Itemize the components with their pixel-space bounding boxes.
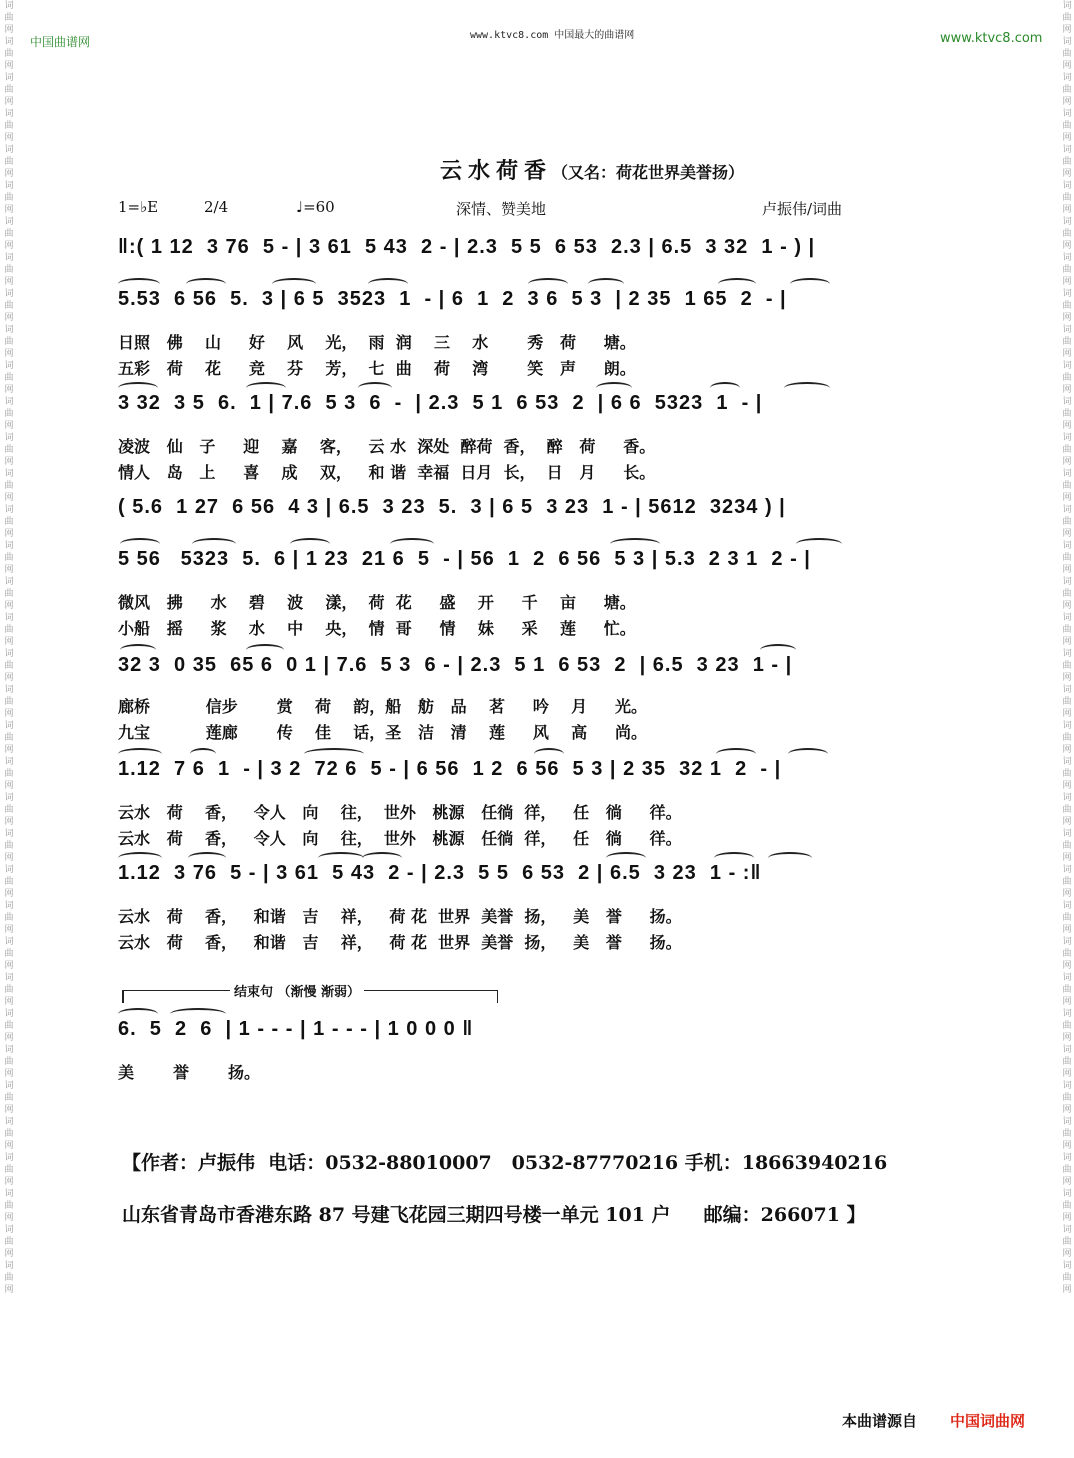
ending-label: 结束句 （渐慢 渐弱） <box>230 981 364 1000</box>
slur-mark <box>120 644 156 656</box>
slur-mark <box>192 538 236 550</box>
contact-line-2: 山东省青岛市香港东路 87 号建飞花园三期四号楼一单元 101 户 邮编：266071 】 <box>122 1204 866 1226</box>
notation-line: 3 32 3 5 6. 1 | 7.6 5 3 6 - | 2.3 5 1 6 53 2 | 6 6 5323 1 - | <box>118 392 763 414</box>
header-center-text: www.ktvc8.com 中国最大的曲谱网 <box>470 30 635 41</box>
song-title: 云水荷香 <box>440 159 553 184</box>
slur-mark <box>190 748 216 760</box>
lyric-line: 云水 荷 香， 令人 向 往， 世外 桃源 任徜 徉， 任 徜 徉。 <box>118 829 682 848</box>
notation-line: ‖:( 1 12 3 76 5 - | 3 61 5 43 2 - | 2.3 5 5 6 53 2.3 | 6.5 3 32 1 - ) | <box>118 236 816 258</box>
lyric-line: 廊桥 信步 赏 荷 韵，船 舫 品 茗 吟 月 光。 <box>118 697 647 716</box>
slur-mark <box>588 278 624 290</box>
lyric-line: 九宝 莲廊 传 佳 话，圣 洁 清 莲 风 高 尚。 <box>118 723 647 742</box>
lyric-line: 云水 荷 香， 和谐 吉 祥， 荷 花 世界 美誉 扬， 美 誉 扬。 <box>118 933 682 952</box>
slur-mark <box>710 382 740 394</box>
notation-line: 1.12 3 76 5 - | 3 61 5 43 2 - | 2.3 5 5 6 53 2 | 6.5 3 23 1 - :‖ <box>118 862 762 884</box>
time-signature: 2/4 <box>204 198 229 216</box>
lyric-line: 小船 摇 浆 水 中 央， 情 哥 情 妹 采 莲 忙。 <box>118 619 636 638</box>
slur-mark <box>118 382 158 394</box>
side-watermark-left: 词曲网词曲网词曲网词曲网词曲网词曲网词曲网词曲网词曲网词曲网词曲网词曲网词曲网词曲网词曲网词曲网词曲网词曲网词曲网词曲网词曲网词曲网词曲网词曲网词曲网词曲网词曲网词曲网词曲网词曲网词曲网词曲网词曲网词曲网词曲网词曲网 <box>4 1 14 1295</box>
lyric-line: 微风 拂 水 碧 波 漾， 荷 花 盛 开 千 亩 塘。 <box>118 593 636 612</box>
notation-line: 1.12 7 6 1 - | 3 2 72 6 5 - | 6 56 1 2 6 56 5 3 | 2 35 32 1 2 - | <box>118 758 782 780</box>
notation-line: ( 5.6 1 27 6 56 4 3 | 6.5 3 23 5. 3 | 6 5 3 23 1 - | 5612 3234 ) | <box>118 496 786 518</box>
key-signature: 1=♭E <box>118 198 159 216</box>
slur-mark <box>170 1008 226 1020</box>
lyric-line: 情人 岛 上 喜 成 双， 和 谐 幸福 日月 长， 日 月 长。 <box>118 463 656 482</box>
slur-mark <box>718 278 756 290</box>
song-title-block <box>440 154 744 185</box>
expression-marking: 深情、赞美地 <box>456 200 547 218</box>
slur-mark <box>368 278 408 290</box>
slur-mark <box>318 852 364 864</box>
slur-mark <box>768 852 812 864</box>
lyric-line: 云水 荷 香， 和谐 吉 祥， 荷 花 世界 美誉 扬， 美 誉 扬。 <box>118 907 682 926</box>
slur-mark <box>290 538 330 550</box>
notation-line: 5 56 5323 5. 6 | 1 23 21 6 5 - | 56 1 2 6 56 5 3 | 5.3 2 3 1 2 - | <box>118 548 811 570</box>
slur-mark <box>760 644 796 656</box>
footer-source-label: 本曲谱源自 <box>842 1412 918 1430</box>
slur-mark <box>118 748 162 760</box>
slur-mark <box>796 538 842 550</box>
ending-notes: 6. 5 2 6 | 1 - - - | 1 - - - | 1 0 0 0 ‖ <box>118 1018 474 1040</box>
header-site-left[interactable]: 中国曲谱网 <box>30 35 91 49</box>
slur-mark <box>716 748 756 760</box>
lyric-line: 云水 荷 香， 令人 向 往， 世外 桃源 任徜 徉， 任 徜 徉。 <box>118 803 682 822</box>
tempo-marking: ♩=60 <box>296 198 335 216</box>
footer-site-link[interactable]: 中国词曲网 <box>950 1412 1026 1430</box>
slur-mark <box>186 278 226 290</box>
slur-mark <box>790 278 830 290</box>
slur-mark <box>362 852 402 864</box>
slur-mark <box>788 748 828 760</box>
lyric-line: 日照 佛 山 好 风 光， 雨 润 三 水 秀 荷 塘。 <box>118 333 636 352</box>
slur-mark <box>534 748 564 760</box>
slur-mark <box>390 538 434 550</box>
notation-line: 32 3 0 35 65 6 0 1 | 7.6 5 3 6 - | 2.3 5 1 6 53 2 | 6.5 3 23 1 - | <box>118 654 793 676</box>
lyric-line: 凌波 仙 子 迎 嘉 客， 云 水 深处 醉荷 香， 醉 荷 香。 <box>118 437 656 456</box>
slur-mark <box>596 382 632 394</box>
slur-mark <box>246 382 286 394</box>
song-alias: （又名：荷花世界美誉扬） <box>552 163 745 182</box>
ending-lyric: 美 誉 扬。 <box>118 1063 260 1082</box>
notation-line: 5.53 6 56 5. 3 | 6 5 3523 1 - | 6 1 2 3 6 5 3 | 2 35 1 65 2 - | <box>118 288 787 310</box>
slur-mark <box>118 278 160 290</box>
slur-mark <box>188 852 226 864</box>
slur-mark <box>246 644 284 656</box>
slur-mark <box>120 538 160 550</box>
header-site-right[interactable]: www.ktvc8.com <box>940 31 1043 46</box>
slur-mark <box>784 382 830 394</box>
side-watermark-right: 词曲网词曲网词曲网词曲网词曲网词曲网词曲网词曲网词曲网词曲网词曲网词曲网词曲网词曲网词曲网词曲网词曲网词曲网词曲网词曲网词曲网词曲网词曲网词曲网词曲网词曲网词曲网词曲网词曲网词曲网词曲网词曲网词曲网词曲网词曲网词曲网 <box>1062 1 1072 1295</box>
slur-mark <box>714 852 754 864</box>
slur-mark <box>304 748 364 760</box>
slur-mark <box>606 852 646 864</box>
lyric-line: 五彩 荷 花 竞 芬 芳， 七 曲 荷 湾 笑 声 朗。 <box>118 359 636 378</box>
slur-mark <box>118 852 162 864</box>
slur-mark <box>610 538 660 550</box>
slur-mark <box>118 1008 158 1020</box>
author-credit: 卢振伟/词曲 <box>762 200 843 218</box>
slur-mark <box>528 278 568 290</box>
slur-mark <box>358 382 392 394</box>
contact-line-1: 【作者：卢振伟 电话：0532-88010007 0532-87770216 手机：18663940216 <box>122 1152 888 1174</box>
slur-mark <box>272 278 316 290</box>
